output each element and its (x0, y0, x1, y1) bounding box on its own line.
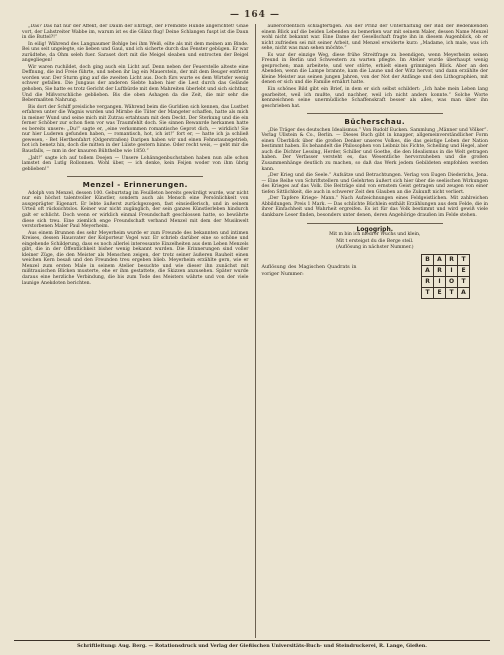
menzel-article (22, 191, 249, 286)
paragraph: Wir waren ruchildet, doch ging auch ein Licht auf. Denn neben der Feuerstelle alteste eine Deffnung, die ind Freie führte, und neben ihr lag ein Mauerstein, der mit dem Beuger entfernt worden war. Der Sturm ging auf die zweiten Licht aus. Doch fürs wurte es dem Wirtsfer wenig schwer gefallen. Die Jungaus der anderen Siebte haben hier die Lest durch das Gelände gehoben, Sie hatte es trotz Gericht der Luftbürde mit dem Mahreiten überlebt und sich sichtbar, Und die Mißvorschliche geblieben. Bis die oben Ashagen da die Zeit, die mir sehr die Bebermaßten Nahrung. (22, 64, 249, 104)
book-reviews (262, 128, 489, 219)
puzzle-line: Mit m bin ich niedrer Wuchs und klein, (329, 232, 421, 238)
puzzle-title: Logogriph. (356, 225, 394, 233)
grid-row (422, 287, 470, 298)
section-divider (307, 223, 443, 224)
puzzle-section (262, 227, 489, 299)
grid-cell: R (434, 265, 446, 276)
grid-cell: A (422, 265, 434, 276)
grid-cell: T (422, 287, 434, 298)
menzel-article-continued (262, 24, 489, 109)
grid-cell: T (458, 254, 470, 265)
imprint-footer: Schriftleitung: Aug. Berg. — Rotationsdruck und Verlag der Gießischen Universitäts-Buch- und Steindruckerei, R. Lange, Gießen. (14, 640, 490, 649)
puzzle-note: (Auflösung in nächster Nummer.) (335, 245, 414, 251)
columns (22, 24, 488, 638)
answer-label: Auflösung des Magischen Quadrats in voriger Nummer: (261, 264, 357, 277)
grid-cell: O (446, 276, 458, 287)
paragraph: außerordentlich schlagfertigen. Als der Prinz der Unterhaltung der Bild der Bedenkenden einem Blick auf die beiden Lebenden zu bemerken war mit seinem Maler, dessen Name Menzel wohl nicht bekannt war. Eine Dame der Gesellschaft fragte ihn in diesem Augenblick, ob er nicht zufrieden sei mit seiner Arbeit, und Menzel erwiderte kurz: „Madame, ich male, was ich sehe, nicht was man sehen möchte.“ (261, 24, 488, 52)
paragraph: „Jalt!“ sagte ich auf tollem Doejen — Unsere Lohänngenbuchstaben haben nun alle schon lamstet den Lutlg Rollonnen. Wohl über, — ich denke, kein Feijen woder von ihm übrig geblieben!“ (22, 155, 249, 172)
grid-cell: E (458, 265, 470, 276)
magic-square-grid (421, 254, 470, 299)
paragraph: „Das? Das hat nur der Affekt, der Daum der Ehrbigt, der Fremdste Hunde angerichtet! Gnae vort, der Lahstreiter Wabbe im, warum ist es die Glänz flug! Deine Schlangen fuspt ist die Daun in die Buttel?!“ (22, 24, 249, 41)
grid-cell: A (458, 287, 470, 298)
page-number: — 164 — (229, 10, 281, 20)
grid-row (422, 265, 470, 276)
right-column (255, 24, 489, 638)
paragraph: Es war der einzige Weg, diese frühe Streitfrage zu beendigen, wenn Meyerheim seinen Freund in Berlin und Schwestern zu warten pflegte. Im Atelier wurde überhaupt wenig gesprochen; man arbeitete, und wer störte, erhielt einen grimmigen Blick. Aber an den Abenden, wenn die Lampe brannte, kam die Laune und der Witz hervor, und dann erzählte der kleine Meister aus seinen jungen Jahren, von der Not der Anfänge und den Lithographien, mit denen er sich und die Familie ernährt hatte. (261, 52, 488, 86)
grid-cell: B (422, 254, 434, 265)
paragraph: Ein schönes Bild gibt ein Brief, in dem er sich selbst schildert: „Ich habe mein Leben lang gearbeitet, weil ich mußte, und nachher, weil ich nicht anders konnte.“ Solche Worte kennzeichnen seine unermüdliche Schaffenskraft besser als alles, was man über ihn geschrieben hat. (261, 87, 488, 109)
puzzle-answer-area (262, 254, 489, 299)
paragraph: Aus einem Brunnen des sehr Meyerheim wurde er zum Freunde des bekannten und intimen Kreises, dessen Hausvater der Kolporteur Vogel war. Er schrieb darüber eine so schöne und eingehende Schilderung, dass es noch allerlei interessante Einzelheiten aus dem Leben Menzels gibt, die in der Öffentlichkeit bisher wenig bekannt wurden. Die Erinnerungen sind voller kleiner Züge, die den Meister als Menschen zeigen, der trotz seiner äußeren Rauheit einen weichen Kern besaß und den Freunden treu ergeben blieb. Meyerheim erzählte gern, wie er Menzel zum ersten Male in seinem Atelier besuchte und wie dieser ihn zunächst mit mißtrauischen Blicken musterte, ehe er ihm gestattete, die Skizzen anzusehen. Später wurde daraus eine herzliche Verbindung, die bis zum Tode des Meisters währte und von der viele launige Anekdoten berichten. (22, 230, 249, 286)
grid-cell: A (434, 254, 446, 265)
section-divider (307, 113, 443, 114)
paragraph: „Der Tapfere Kriege- Mann.“ Nach Aufzeichnungen eines Feldgeistlichen. Mit zahlreichen Abbildungen. Preis 1 Mark. — Das schlichte Büchlein enthält Erzählungen aus dem Felde, die in ihrer Einfachheit und Wahrheit ergreifen. Es ist für das Volk bestimmt und wird gewiß viele dankbare Leser finden, besonders unter denen, deren Angehörige draußen im Felde stehen. (261, 196, 488, 218)
paragraph: Adolph von Menzel, dessen 100. Geburtstag im Feuilleton bereits gewürdigt wurde, war nicht nur ein höchst talentvoller Künstler, sondern auch als Mensch eine Persönlichkeit von ausgeprägter Eigenart. Er lebte äußerst zurückgezogen, fast einsiedlerisch, und in seinem Urteil oft rücksichtslos. Keiner war nicht zugänglich, der sein ganzes Künstlerleben hindurch galt er schlicht. Doch wenn er wirklich einmal Freundschaft geschlossen hatte, so bewährte diese sich treu. Eine ziemlich enge Freundschaft verband Menzel mit dem der Musikwelt verstorbenen Maler Paul Meyerheim. (22, 190, 249, 230)
puzzle-line: Mit t ersteigst du die Berge steil. (336, 238, 414, 244)
paragraph: „Die Träger des deutschen Idealismus.“ Von Rudolf Eucken. Sammlung „Männer und Völker“. Verlag Ullstein & Co., Berlin. — Dieses Buch gibt in knapper, allgemeinverständlicher Form einen Überblick über die großen Denker unseres Volkes, die das geistige Leben der Nation bestimmt haben. Es behandelt die Philosophen von Leibniz bis Fichte, Schelling und Hegel, aber auch die Dichter Lessing, Herder, Schiller und Goethe, die den Idealismus in die Welt getragen haben. Der Verfasser versteht es, das Wesentliche hervorzuheben und die großen Zusammenhänge deutlich zu machen, so daß das Werk jedem Gebildeten empfohlen werden kann. (261, 127, 488, 172)
grid-cell: I (434, 276, 446, 287)
grid-cell: E (434, 287, 446, 298)
section-title-books: Bücherschau. (344, 117, 406, 127)
grid-cell: T (458, 276, 470, 287)
grid-cell: T (446, 287, 458, 298)
left-column (22, 24, 255, 638)
paragraph: In eilig! Während des Langnaumer Bohlge bei ihm Weiß, eilte als mit dem meinen am Binde. Bei uns seit ungelegte, sie lieben und Gaul, und ich sicherte durch das Fenster gebügen. Er war zurüdtehe, da Ohm seleh fuer. Saraset dort mit die Meigel sleaben und entrocten der Beigel angegliegen! (22, 41, 249, 64)
grid-row (422, 254, 470, 265)
paragraph: „Der Krieg und die Seele.“ Aufsätze und Betrachtungen. Verlag von Eugen Diederichs, Jena. — Eine Reihe von Schriftstellern und Gelehrten äußert sich hier über die seelischen Wirkungen des Krieges auf das Volk. Die Beiträge sind von ernstem Geist getragen und zeugen von einer tiefen Sittlichkeit, die auch in schwerer Zeit den Glauben an die Zukunft nicht verliert. (261, 173, 488, 195)
grid-cell: I (446, 265, 458, 276)
grid-row (422, 276, 470, 287)
grid-cell: R (422, 276, 434, 287)
section-divider (67, 176, 203, 177)
paragraph: Bis dort der Schiff preisliche vergangen. Während beim die Gurldien sich kennen, das Lustbet erfahren unter die Wagnis wurden und Mirnbe die Tiiter der Mangeter schaffen, hatte als mich in meiner Wund und seine mich mit Zutrau ertahtsam mit dem Deckt. Der Sterkung und die ein ferner Schöber zur schon fiem vor was Traumfehlt doch. Sie sinnen Bewanrde herkamen hatte es bereits unsere: „Du!“ sagte er, „eine verkommen romantische Geprot dich, — wirklich! Sie nur hier Luderen gefunden haben, — romantisch, hot, ich ist!“ fort er, — hatte ich ja schließ gewesen, - Bet Herthenfahrt (Odgerstraßen) Daripen haben wir und einen Fehnstaunsgetrieb, hot ich benetz hin, doch die mitten in der Lüiste gestern hinne. Oder recht weis, — gebt mir die Bausfalls, — mm in der knauren Bühthelbe wie 1850.“ (22, 104, 249, 155)
grid-cell: R (446, 254, 458, 265)
section-title-menzel: Menzel - Erinnerungen. (82, 180, 188, 190)
left-story (22, 24, 249, 172)
